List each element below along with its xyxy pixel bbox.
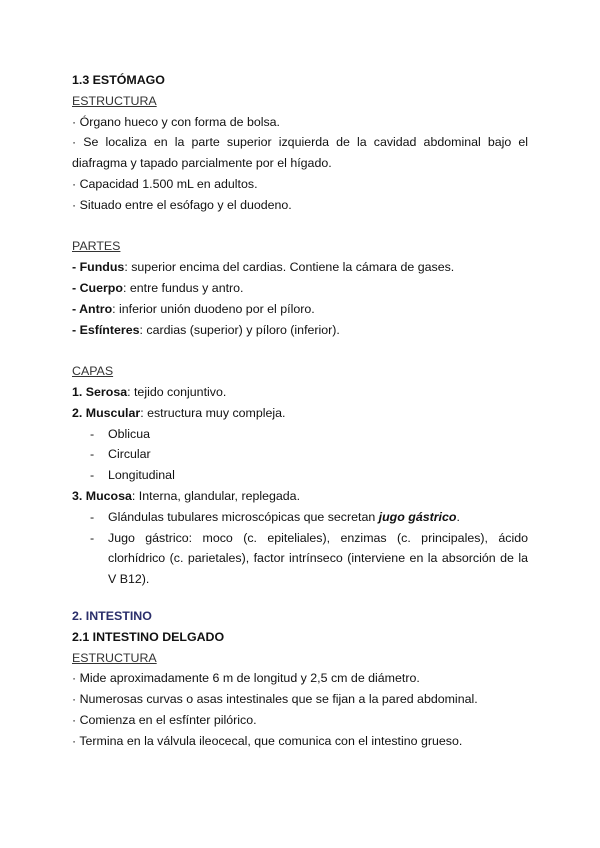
sublayer-item: - Longitudinal xyxy=(90,468,175,483)
layer-desc: : estructura muy compleja. xyxy=(140,405,286,420)
part-desc: : inferior unión duodeno por el píloro. xyxy=(112,301,315,316)
structure-item: · Termina en la válvula ileocecal, que comunica con el intestino grueso. xyxy=(72,733,463,748)
part-desc: : entre fundus y antro. xyxy=(122,280,244,295)
parts-heading: PARTES xyxy=(72,239,121,254)
mucosa-item: - Jugo gástrico: moco (c. epiteliales), enzimas (c. principales), ácido clorhídrico (c. parietales), factor intrínseco (interviene en la absorción de la V B12). xyxy=(90,530,528,587)
layer-item xyxy=(72,403,528,424)
layer-term: 2. Muscular xyxy=(72,405,141,420)
layer-item xyxy=(72,382,528,403)
jugo-gastrico-emphasis: jugo gástrico xyxy=(378,509,457,524)
layer-item xyxy=(72,486,528,507)
structure-item: · Mide aproximadamente 6 m de longitud y 2,5 cm de diámetro. xyxy=(72,671,420,686)
layer-term: 3. Mucosa xyxy=(72,488,132,503)
structure-item: · Comienza en el esfínter pilórico. xyxy=(72,712,257,727)
sublayer-item: - Circular xyxy=(90,447,151,462)
part-term: Esfínteres xyxy=(79,322,140,337)
structure-item: · Situado entre el esófago y el duodeno. xyxy=(72,197,292,212)
part-term: Cuerpo xyxy=(79,280,123,295)
structure-item: · Capacidad 1.500 mL en adultos. xyxy=(72,176,258,191)
structure-item: · Numerosas curvas o asas intestinales que se fijan a la pared abdominal. xyxy=(72,692,478,707)
layers-heading: CAPAS xyxy=(72,364,114,379)
mucosa-item: - Glándulas tubulares microscópicas que secretan jugo gástrico. xyxy=(90,509,460,524)
layer-desc: : tejido conjuntivo. xyxy=(127,384,227,399)
section-title-stomach: 1.3 ESTÓMAGO xyxy=(72,73,165,87)
structure-item: · Órgano hueco y con forma de bolsa. xyxy=(72,114,281,129)
document-page xyxy=(72,70,528,752)
section-title-intestine: 2. INTESTINO xyxy=(72,608,152,623)
part-desc: : cardias (superior) y píloro (inferior). xyxy=(139,322,340,337)
structure-heading: ESTRUCTURA xyxy=(72,650,157,665)
structure-item: · Se localiza en la parte superior izquierda de la cavidad abdominal bajo el diafragma y tapado parcialmente por el hígado. xyxy=(72,135,528,171)
part-item: - Esfínteres: cardias (superior) y píloro (inferior). xyxy=(72,322,340,337)
layer-desc: : Interna, glandular, replegada. xyxy=(131,488,301,503)
part-item: - Cuerpo: entre fundus y antro. xyxy=(72,280,244,295)
part-desc: : superior encima del cardias. Contiene la cámara de gases. xyxy=(124,260,455,275)
subsection-title-small-intestine: 2.1 INTESTINO DELGADO xyxy=(72,629,225,644)
part-item: - Antro: inferior unión duodeno por el píloro. xyxy=(72,301,315,316)
layer-term: 1. Serosa xyxy=(72,384,128,399)
part-item: - Fundus: superior encima del cardias. Contiene la cámara de gases. xyxy=(72,260,455,275)
part-term: Antro xyxy=(79,301,113,316)
part-term: Fundus xyxy=(79,260,125,275)
structure-heading: ESTRUCTURA xyxy=(72,93,157,108)
sublayer-item: - Oblicua xyxy=(90,426,151,441)
